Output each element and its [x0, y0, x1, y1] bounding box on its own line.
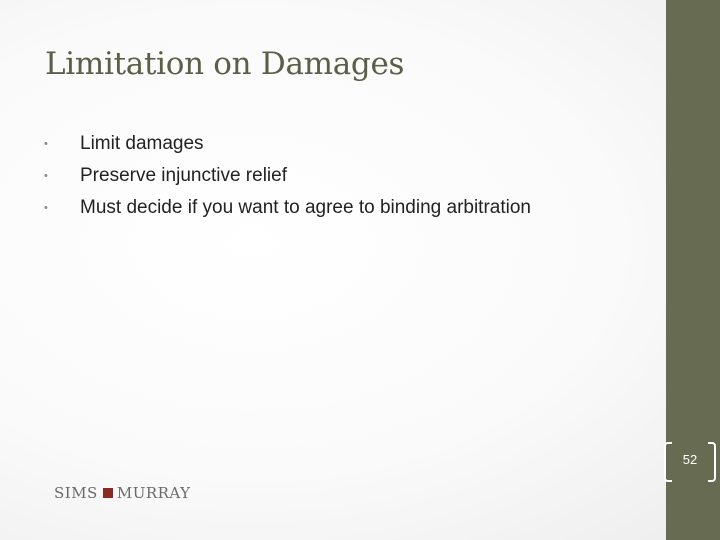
- logo-text-right: MURRAY: [116, 484, 191, 502]
- company-logo: [54, 482, 191, 504]
- bullet-marker-icon: •: [44, 170, 48, 182]
- logo-text-left: SIMS: [54, 484, 98, 502]
- bullet-marker-icon: •: [44, 202, 48, 214]
- right-bracket-icon: [708, 442, 716, 482]
- bullet-text: Preserve injunctive relief: [80, 165, 287, 186]
- bullet-text: Limit damages: [80, 133, 204, 154]
- slide-title: Limitation on Damages: [45, 46, 405, 82]
- page-number-badge: [664, 442, 716, 480]
- bullet-marker-icon: •: [44, 138, 48, 150]
- bullet-text: Must decide if you want to agree to binding arbitration: [80, 197, 531, 218]
- page-number: 52: [682, 452, 698, 467]
- logo-square-icon: [103, 488, 113, 498]
